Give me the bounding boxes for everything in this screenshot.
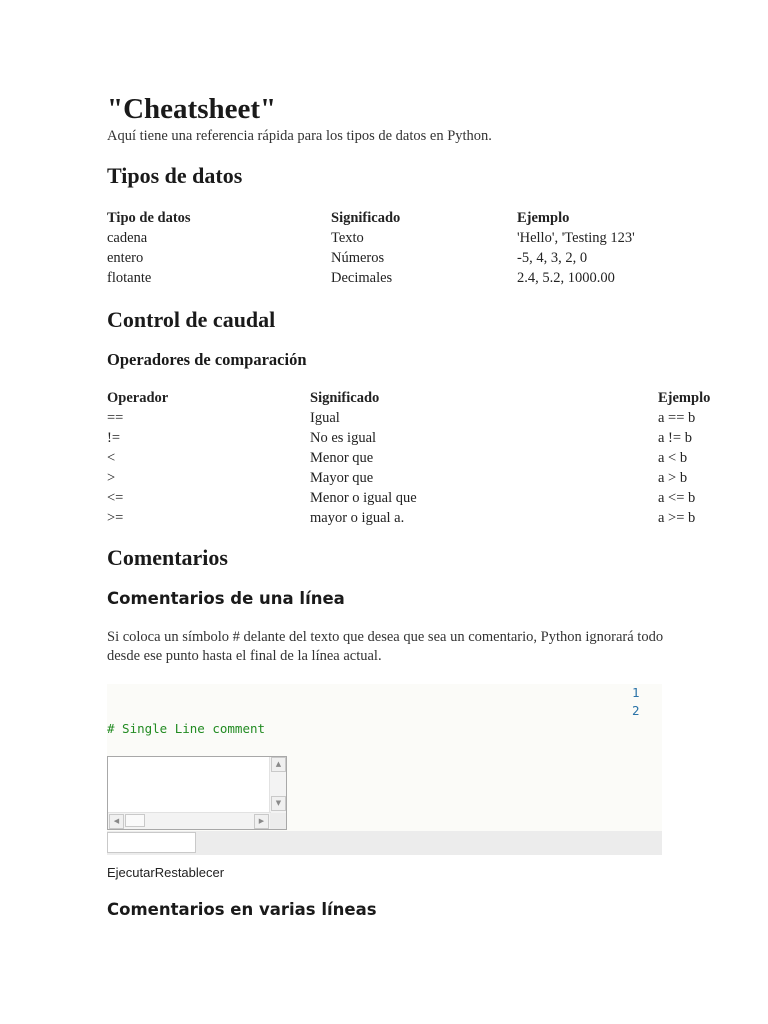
table-cell: 'Hello', 'Testing 123'	[517, 230, 635, 246]
section-heading-flow-control: Control de caudal	[107, 307, 276, 332]
table-cell: a == b	[658, 410, 696, 426]
table-cell: Menor o igual que	[310, 490, 417, 506]
table-cell: No es igual	[310, 430, 377, 446]
table-row	[107, 228, 677, 248]
table-row	[107, 428, 720, 448]
output-textarea[interactable]	[107, 756, 287, 830]
section-heading-data-types: Tipos de datos	[107, 163, 243, 188]
scroll-left-icon[interactable]: ◀	[109, 814, 124, 829]
run-button[interactable]: Ejecutar	[107, 865, 155, 880]
subheading-single-line-comments: Comentarios de una línea	[107, 589, 345, 608]
scrollbar-thumb[interactable]	[125, 814, 145, 827]
column-header: Ejemplo	[517, 210, 570, 226]
table-cell: Texto	[331, 230, 364, 246]
comparison-operators-table	[107, 388, 720, 528]
table-cell: mayor o igual a.	[310, 510, 405, 526]
table-cell: >	[107, 470, 116, 486]
table-row	[107, 268, 677, 288]
table-cell: flotante	[107, 270, 152, 286]
table-header-row	[107, 208, 677, 228]
table-cell: >=	[107, 510, 124, 526]
editor-status-bar	[107, 831, 662, 855]
vertical-scrollbar[interactable]	[269, 757, 286, 813]
code-line[interactable]: # Single Line comment	[107, 721, 266, 736]
line-number-gutter	[632, 684, 662, 720]
table-cell: entero	[107, 250, 144, 266]
page-title: "Cheatsheet"	[107, 93, 277, 125]
single-line-comments-text: Si coloca un símbolo # delante del texto que desea que sea un comentario, Python ignorará todo desde ese punto hasta el final de la línea actual.	[107, 629, 664, 664]
editor-input-field[interactable]	[107, 832, 196, 853]
code-editor[interactable]	[107, 684, 662, 855]
table-cell: cadena	[107, 230, 148, 246]
table-cell: Decimales	[331, 270, 393, 286]
editor-actions	[107, 864, 224, 882]
table-cell: <	[107, 450, 116, 466]
column-header: Operador	[107, 390, 169, 406]
table-row	[107, 248, 677, 268]
subheading-multi-line-comments: Comentarios en varias líneas	[107, 900, 377, 919]
table-header-row	[107, 388, 720, 408]
table-cell: -5, 4, 3, 2, 0	[517, 250, 588, 266]
scrollbar-corner	[270, 813, 286, 829]
table-cell: <=	[107, 490, 124, 506]
table-cell: !=	[107, 430, 121, 446]
table-row	[107, 408, 720, 428]
scroll-up-icon[interactable]: ▲	[271, 757, 286, 772]
subheading-comparison-operators: Operadores de comparación	[107, 350, 307, 369]
table-cell: a > b	[658, 470, 688, 486]
table-cell: a != b	[658, 430, 692, 446]
scroll-down-icon[interactable]: ▼	[271, 796, 286, 811]
intro-text: Aquí tiene una referencia rápida para los tipos de datos en Python.	[107, 128, 492, 144]
table-cell: Igual	[310, 410, 340, 426]
table-row	[107, 468, 720, 488]
table-cell: ==	[107, 410, 124, 426]
line-number: 1	[632, 685, 640, 700]
table-cell: 2.4, 5.2, 1000.00	[517, 270, 615, 286]
reset-button[interactable]: Restablecer	[154, 865, 225, 880]
table-cell: Menor que	[310, 450, 374, 466]
table-cell: a < b	[658, 450, 688, 466]
line-number: 2	[632, 703, 640, 718]
table-row	[107, 508, 720, 528]
table-row	[107, 488, 720, 508]
data-types-table	[107, 208, 677, 288]
section-heading-comments: Comentarios	[107, 545, 228, 570]
horizontal-scrollbar[interactable]	[108, 812, 271, 829]
table-cell: a <= b	[658, 490, 696, 506]
table-cell: Mayor que	[310, 470, 374, 486]
column-header: Ejemplo	[658, 390, 711, 406]
column-header: Tipo de datos	[107, 210, 191, 226]
table-cell: Números	[331, 250, 385, 266]
table-cell: a >= b	[658, 510, 696, 526]
column-header: Significado	[331, 210, 401, 226]
scroll-right-icon[interactable]: ▶	[254, 814, 269, 829]
table-row	[107, 448, 720, 468]
column-header: Significado	[310, 390, 380, 406]
